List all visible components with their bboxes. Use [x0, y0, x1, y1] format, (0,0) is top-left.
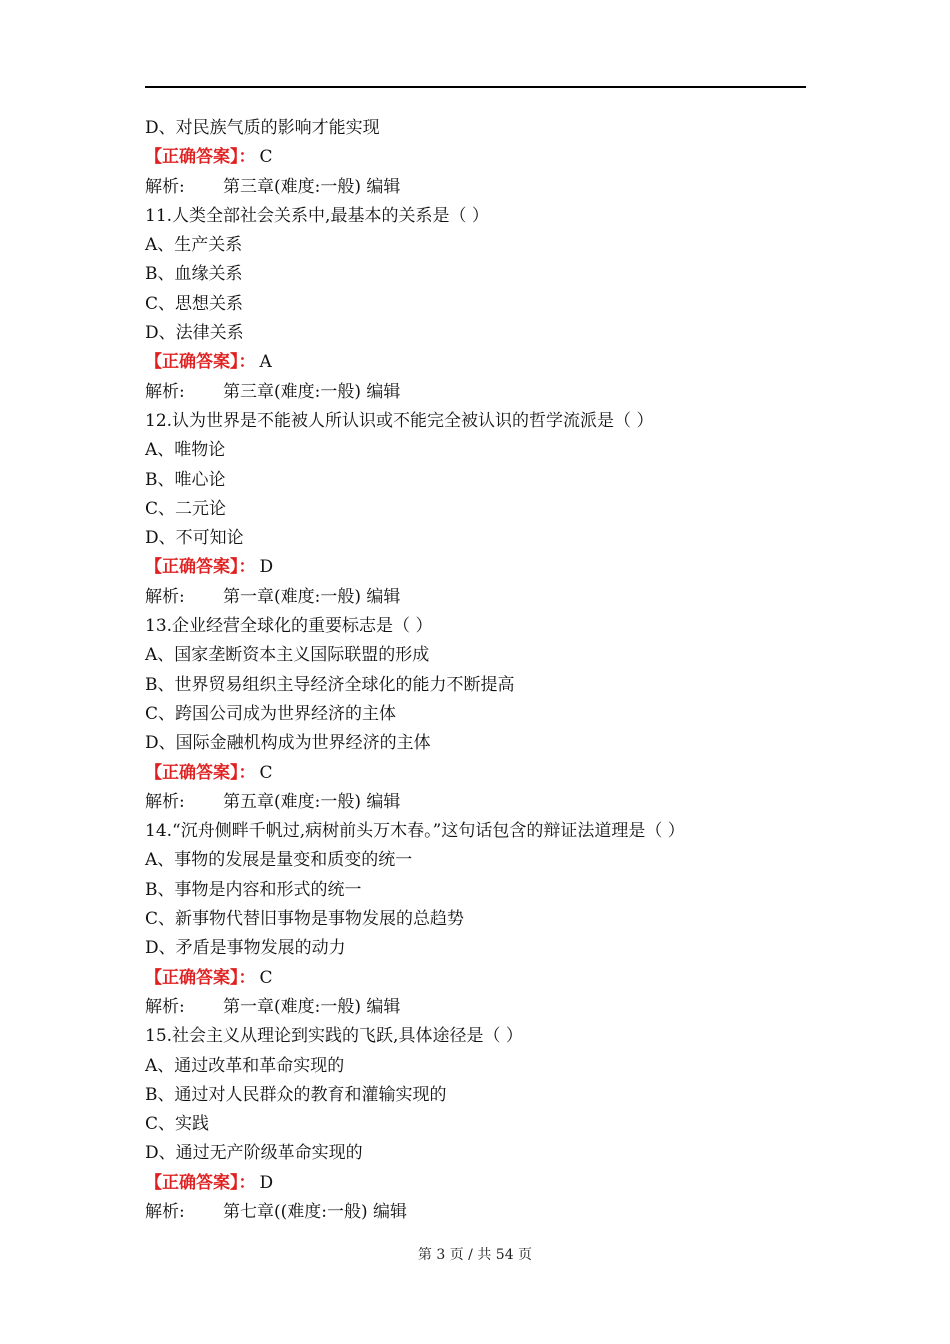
option-text: A、生产关系: [145, 235, 243, 256]
option-text: A、通过改革和革命实现的: [145, 1055, 345, 1076]
option-text: D、矛盾是事物发展的动力: [145, 938, 346, 959]
answer-line: [145, 348, 806, 377]
answer-value: A: [259, 352, 272, 373]
option-text: C、二元论: [145, 498, 227, 519]
analysis-text: 第一章(难度:一般) 编辑: [223, 996, 401, 1017]
answer-value: D: [259, 1172, 274, 1193]
answer-label: 【正确答案】：: [145, 762, 256, 783]
analysis-text: 第七章((难度:一般) 编辑: [223, 1201, 408, 1222]
analysis-line: [145, 788, 806, 817]
analysis-line: [145, 993, 806, 1022]
answer-line: [145, 143, 806, 172]
answer-label: 【正确答案】：: [145, 147, 256, 168]
analysis-text: 第三章(难度:一般) 编辑: [223, 176, 401, 197]
answer-line: [145, 759, 806, 788]
option-text: A、国家垄断资本主义国际联盟的形成: [145, 645, 430, 666]
option-text: C、思想关系: [145, 293, 244, 314]
option-text: B、唯心论: [145, 469, 226, 490]
answer-label: 【正确答案】：: [145, 967, 256, 988]
option-text: B、血缘关系: [145, 264, 243, 285]
analysis-text: 第五章(难度:一般) 编辑: [223, 791, 401, 812]
analysis-text: 第三章(难度:一般) 编辑: [223, 381, 401, 402]
analysis-line: [145, 173, 806, 202]
answer-line: [145, 1169, 806, 1198]
option-text: D、法律关系: [145, 323, 244, 344]
option-text: B、世界贸易组织主导经济全球化的能力不断提高: [145, 674, 515, 695]
analysis-label: 解析:: [145, 791, 185, 812]
page-footer: 第 3 页 / 共 54 页: [417, 1247, 533, 1263]
analysis-line: [145, 378, 806, 407]
analysis-line: [145, 583, 806, 612]
answer-label: 【正确答案】：: [145, 352, 256, 373]
option-text: D、对民族气质的影响才能实现: [145, 118, 380, 138]
option-text: A、事物的发展是量变和质变的统一: [145, 850, 413, 871]
header-rule: [145, 86, 806, 88]
question-text: 14.“沉舟侧畔千帆过,病树前头万木春。”这句话包含的辩证法道理是（ ）: [145, 821, 685, 842]
answer-line: [145, 964, 806, 993]
question-text: 11.人类全部社会关系中,最基本的关系是（ ）: [145, 205, 489, 226]
answer-value: C: [259, 762, 273, 783]
option-text: A、唯物论: [145, 440, 226, 461]
option-text: B、通过对人民群众的教育和灌输实现的: [145, 1084, 447, 1105]
analysis-label: 解析:: [145, 381, 185, 402]
option-text: C、跨国公司成为世界经济的主体: [145, 703, 397, 724]
answer-value: D: [259, 557, 274, 578]
analysis-label: 解析:: [145, 586, 185, 607]
option-text: D、通过无产阶级革命实现的: [145, 1143, 363, 1164]
analysis-label: 解析:: [145, 176, 185, 197]
answer-value: C: [259, 967, 273, 988]
option-text: B、事物是内容和形式的统一: [145, 879, 362, 900]
document-body: [145, 114, 806, 1227]
answer-label: 【正确答案】：: [145, 1172, 256, 1193]
option-text: D、国际金融机构成为世界经济的主体: [145, 733, 431, 754]
option-text: C、新事物代替旧事物是事物发展的总趋势: [145, 909, 465, 930]
option-text: C、实践: [145, 1114, 210, 1135]
analysis-label: 解析:: [145, 996, 185, 1017]
answer-label: 【正确答案】：: [145, 557, 256, 578]
analysis-line: [145, 1198, 806, 1227]
answer-value: C: [259, 147, 273, 168]
analysis-text: 第一章(难度:一般) 编辑: [223, 586, 401, 607]
question-text: 13.企业经营全球化的重要标志是（ ）: [145, 616, 433, 637]
analysis-label: 解析:: [145, 1201, 185, 1222]
question-text: 12.认为世界是不能被人所认识或不能完全被认识的哲学流派是（ ）: [145, 410, 654, 431]
answer-line: [145, 553, 806, 582]
question-text: 15.社会主义从理论到实践的飞跃,具体途径是（ ）: [145, 1026, 523, 1047]
option-text: D、不可知论: [145, 528, 244, 549]
